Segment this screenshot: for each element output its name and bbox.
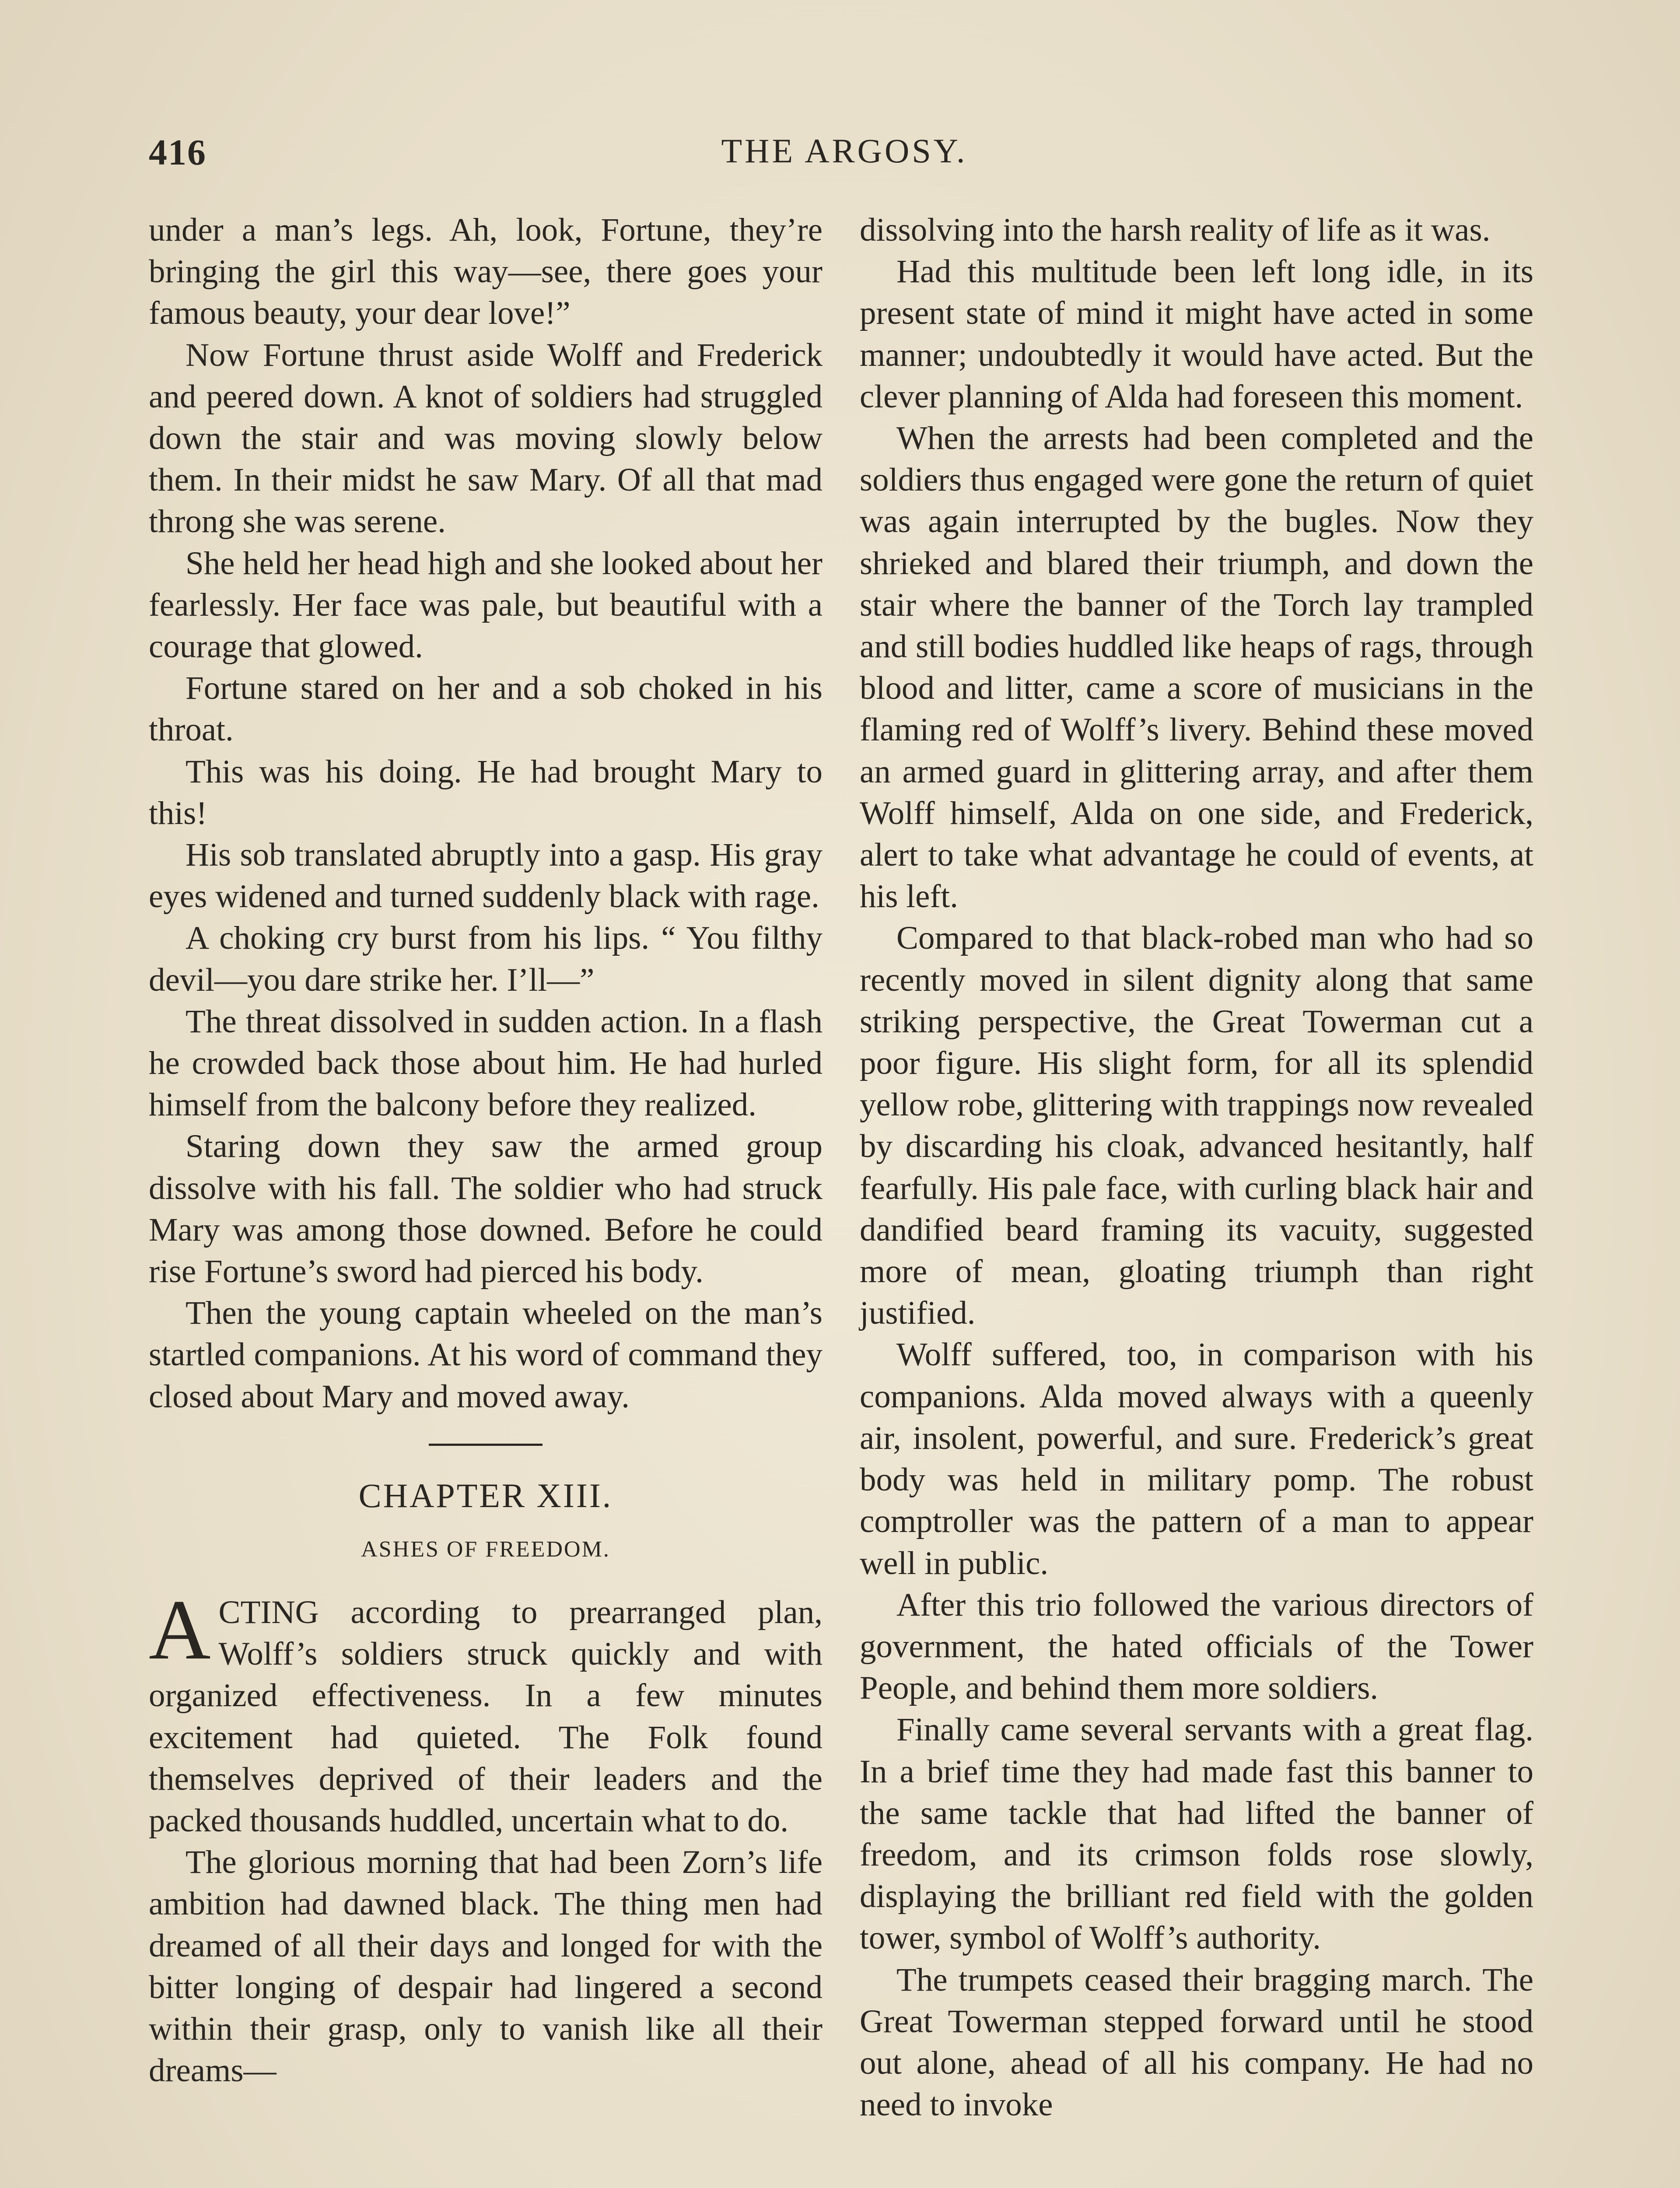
paragraph: The trumpets ceased their bragging march. The Great Towerman stepped forward until he stood out alone, ahead of all his company. He had no need to invoke [860,1961,1533,2123]
paragraph: When the arrests had been completed and the soldiers thus engaged were gone the return of quiet was again interrupted by the bugles. Now they shrieked and blared their triumph, and down the stair where the banner of the Torch lay trampled and still bodies huddled like heaps of rags, through blood and litter, came a score of musicians in the flaming red of Wolff’s livery. Behind these moved an armed guard in glittering array, and after them Wolff himself, Alda on one side, and Frederick, alert to take what advantage he could of events, at his left. [860,420,1533,915]
chapter-title: CHAPTER XIII. [358,1476,613,1515]
paragraph: Finally came several servants with a great flag. In a brief time they had made fast this banner to the same tackle that had lifted the banner of freedom, and its crimson folds rose slowly, displaying the brilliant red field with the golden tower, symbol of Wolff’s authority. [860,1711,1533,1957]
running-title: THE ARGOSY. [721,132,968,170]
paragraph: This was his doing. He had brought Mary to this! [149,753,822,831]
paragraph: After this trio followed the various directors of government, the hated officials of the Tower People, and behind them more soldiers. [860,1586,1533,1707]
right-column [860,209,1533,2125]
paragraph: Then the young captain wheeled on the man’s startled companions. At his word of command they closed about Mary and moved away. [149,1295,822,1415]
paragraph: A choking cry burst from his lips. “ You filthy devil—you dare strike her. I’ll—” [149,920,822,998]
paragraph: Fortune stared on her and a sob choked in his throat. [149,670,822,748]
paragraph: Staring down they saw the armed group dissolve with his fall. The soldier who had struck Mary was among those downed. Before he could rise Fortune’s sword had pierced his body. [149,1128,822,1290]
drop-cap: A [149,1582,211,1677]
chapter-subtitle: ASHES OF FREEDOM. [361,1536,610,1562]
paragraph: His sob translated abruptly into a gasp. His gray eyes widened and turned suddenly black with rage. [149,837,822,915]
paragraph: Had this multitude been left long idle, in its present state of mind it might have acted in some manner; undoubtedly it would have acted. But the clever planning of Alda had foreseen this moment. [860,253,1533,415]
paragraph: Compared to that black-robed man who had so recently moved in silent dignity along that same striking perspective, the Great Towerman cut a poor figure. His slight form, for all its splendid yellow robe, glittering with trappings now revealed by discarding his cloak, advanced hesitantly, half fearfully. His pale face, with curling black hair and dandified beard framing its vacuity, suggested more of mean, gloating triumph than right justified. [860,920,1533,1332]
paragraph: The glorious morning that had been Zorn’s life ambition had dawned black. The thing men had dreamed of all their days and longed for with the bitter longing of despair had lingered a second within their grasp, only to vanish like all their dreams— [149,1844,822,2089]
opening-paragraph-text: CTING according to prearranged plan, Wolff’s soldiers struck quickly and with organized effectiveness. In a few minutes excitement had quieted. The Folk found themselves deprived of their leaders and the packed thousands huddled, uncertain what to do. [149,1594,822,1839]
opening-paragraph [149,1582,822,1841]
paragraph: Wolff suffered, too, in comparison with his companions. Alda moved always with a queenly air, insolent, powerful, and sure. Frederick’s great body was held in military pomp. The robust comptroller was the pattern of a man to appear well in public. [860,1336,1533,1581]
paragraph: She held her head high and she looked about her fearlessly. Her face was pale, but beautiful with a courage that glowed. [149,545,822,665]
paragraph-continuation: dissolving into the harsh reality of life as it was. [860,212,1491,248]
paragraph: The threat dissolved in sudden action. In a flash he crowded back those about him. He had hurled himself from the balcony before they realized. [149,1003,822,1123]
page-header [149,131,1540,184]
page-number: 416 [149,132,206,173]
section-divider [429,1444,542,1446]
left-column [149,209,822,2091]
paragraph: under a man’s legs. Ah, look, Fortune, they’re bringing the girl this way—see, there goes your famous beauty, your dear love!” [149,212,822,332]
paragraph: Now Fortune thrust aside Wolff and Frederick and peered down. A knot of soldiers had struggled down the stair and was moving slowly below them. In their midst he saw Mary. Of all that mad throng she was serene. [149,337,822,540]
